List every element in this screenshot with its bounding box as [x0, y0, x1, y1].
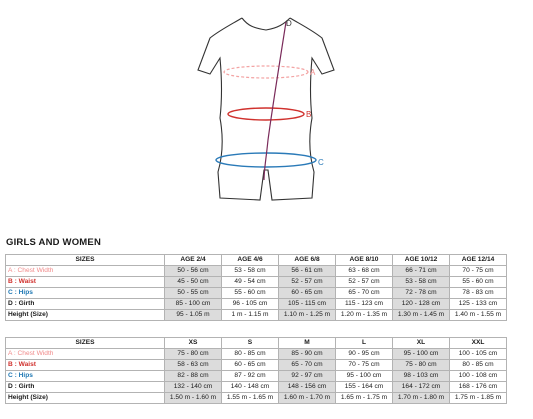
table-cell: 140 - 148 cm: [222, 382, 279, 393]
waist-line-b: [228, 108, 304, 120]
table-cell: 90 - 95 cm: [336, 349, 393, 360]
table-cell: 53 - 58 cm: [222, 266, 279, 277]
table-row: [6, 382, 507, 393]
table-cell: 125 - 133 cm: [450, 299, 507, 310]
table-row: [6, 266, 507, 277]
marker-c: C: [318, 158, 324, 167]
row-label: A : Chest Width: [6, 266, 165, 277]
row-label: D : Girth: [6, 299, 165, 310]
table-cell: 96 - 105 cm: [222, 299, 279, 310]
section-heading: GIRLS AND WOMEN: [6, 237, 102, 248]
table-cell: 100 - 105 cm: [450, 349, 507, 360]
row-label: C : Hips: [6, 288, 165, 299]
row-label: B : Waist: [6, 277, 165, 288]
size-table-adult: [5, 337, 507, 404]
table-cell: 65 - 70 cm: [336, 288, 393, 299]
table-cell: 98 - 103 cm: [393, 371, 450, 382]
table-cell: 1.65 m - 1.75 m: [336, 393, 393, 404]
header-sizes: SIZES: [6, 255, 165, 266]
table-cell: 164 - 172 cm: [393, 382, 450, 393]
table-cell: 75 - 80 cm: [393, 360, 450, 371]
table-cell: 132 - 140 cm: [165, 382, 222, 393]
column-header: L: [336, 338, 393, 349]
table-cell: 120 - 128 cm: [393, 299, 450, 310]
column-header: AGE 10/12: [393, 255, 450, 266]
table-row: [6, 299, 507, 310]
table-cell: 45 - 50 cm: [165, 277, 222, 288]
table-cell: 1 m - 1.15 m: [222, 310, 279, 321]
table-cell: 58 - 63 cm: [165, 360, 222, 371]
table-cell: 72 - 78 cm: [393, 288, 450, 299]
table-cell: 82 - 88 cm: [165, 371, 222, 382]
table-header-row: [6, 338, 507, 349]
table-cell: 56 - 61 cm: [279, 266, 336, 277]
table-cell: 1.30 m - 1.45 m: [393, 310, 450, 321]
table-cell: 65 - 70 cm: [279, 360, 336, 371]
table-header-row: [6, 255, 507, 266]
table-cell: 60 - 65 cm: [222, 360, 279, 371]
table-cell: 1.60 m - 1.70 m: [279, 393, 336, 404]
table-cell: 50 - 55 cm: [165, 288, 222, 299]
table-row: [6, 310, 507, 321]
table-cell: 53 - 58 cm: [393, 277, 450, 288]
row-label: B : Waist: [6, 360, 165, 371]
table-row: [6, 393, 507, 404]
table-cell: 75 - 80 cm: [165, 349, 222, 360]
table-cell: 115 - 123 cm: [336, 299, 393, 310]
row-label: Height (Size): [6, 393, 165, 404]
column-header: XXL: [450, 338, 507, 349]
table-row: [6, 360, 507, 371]
table-row: [6, 349, 507, 360]
table-cell: 1.20 m - 1.35 m: [336, 310, 393, 321]
table-cell: 87 - 92 cm: [222, 371, 279, 382]
table-cell: 63 - 68 cm: [336, 266, 393, 277]
body-measurement-diagram: [180, 0, 360, 215]
row-label: Height (Size): [6, 310, 165, 321]
table-cell: 1.55 m - 1.65 m: [222, 393, 279, 404]
table-cell: 80 - 85 cm: [222, 349, 279, 360]
column-header: AGE 6/8: [279, 255, 336, 266]
marker-a: A: [310, 68, 316, 77]
table-cell: 52 - 57 cm: [336, 277, 393, 288]
size-table-age: [5, 254, 507, 321]
column-header: AGE 8/10: [336, 255, 393, 266]
table-cell: 95 - 100 cm: [336, 371, 393, 382]
column-header: AGE 4/6: [222, 255, 279, 266]
table-cell: 1.75 m - 1.85 m: [450, 393, 507, 404]
table-cell: 95 - 1.05 m: [165, 310, 222, 321]
table-cell: 50 - 56 cm: [165, 266, 222, 277]
column-header: AGE 2/4: [165, 255, 222, 266]
table-cell: 85 - 100 cm: [165, 299, 222, 310]
table-cell: 1.50 m - 1.60 m: [165, 393, 222, 404]
table-cell: 105 - 115 cm: [279, 299, 336, 310]
table-row: [6, 288, 507, 299]
girth-line-d: [264, 22, 286, 180]
table-cell: 70 - 75 cm: [336, 360, 393, 371]
table-cell: 78 - 83 cm: [450, 288, 507, 299]
table-cell: 95 - 100 cm: [393, 349, 450, 360]
table-cell: 55 - 60 cm: [450, 277, 507, 288]
table-cell: 85 - 90 cm: [279, 349, 336, 360]
header-sizes: SIZES: [6, 338, 165, 349]
table-row: [6, 277, 507, 288]
table-cell: 55 - 60 cm: [222, 288, 279, 299]
table-cell: 100 - 108 cm: [450, 371, 507, 382]
table-cell: 49 - 54 cm: [222, 277, 279, 288]
table-cell: 92 - 97 cm: [279, 371, 336, 382]
table-cell: 70 - 75 cm: [450, 266, 507, 277]
table-cell: 60 - 65 cm: [279, 288, 336, 299]
table-cell: 168 - 176 cm: [450, 382, 507, 393]
table-row: [6, 371, 507, 382]
table-cell: 148 - 156 cm: [279, 382, 336, 393]
row-label: C : Hips: [6, 371, 165, 382]
table-cell: 80 - 85 cm: [450, 360, 507, 371]
torso-outline: [198, 18, 334, 200]
marker-d: D: [286, 19, 292, 28]
row-label: D : Girth: [6, 382, 165, 393]
table-cell: 1.40 m - 1.55 m: [450, 310, 507, 321]
table-cell: 1.70 m - 1.80 m: [393, 393, 450, 404]
marker-b: B: [306, 110, 312, 119]
table-cell: 66 - 71 cm: [393, 266, 450, 277]
chest-line-a: [224, 66, 308, 78]
table-cell: 52 - 57 cm: [279, 277, 336, 288]
column-header: M: [279, 338, 336, 349]
table-cell: 155 - 164 cm: [336, 382, 393, 393]
column-header: XS: [165, 338, 222, 349]
row-label: A : Chest Width: [6, 349, 165, 360]
column-header: AGE 12/14: [450, 255, 507, 266]
table-cell: 1.10 m - 1.25 m: [279, 310, 336, 321]
column-header: XL: [393, 338, 450, 349]
column-header: S: [222, 338, 279, 349]
